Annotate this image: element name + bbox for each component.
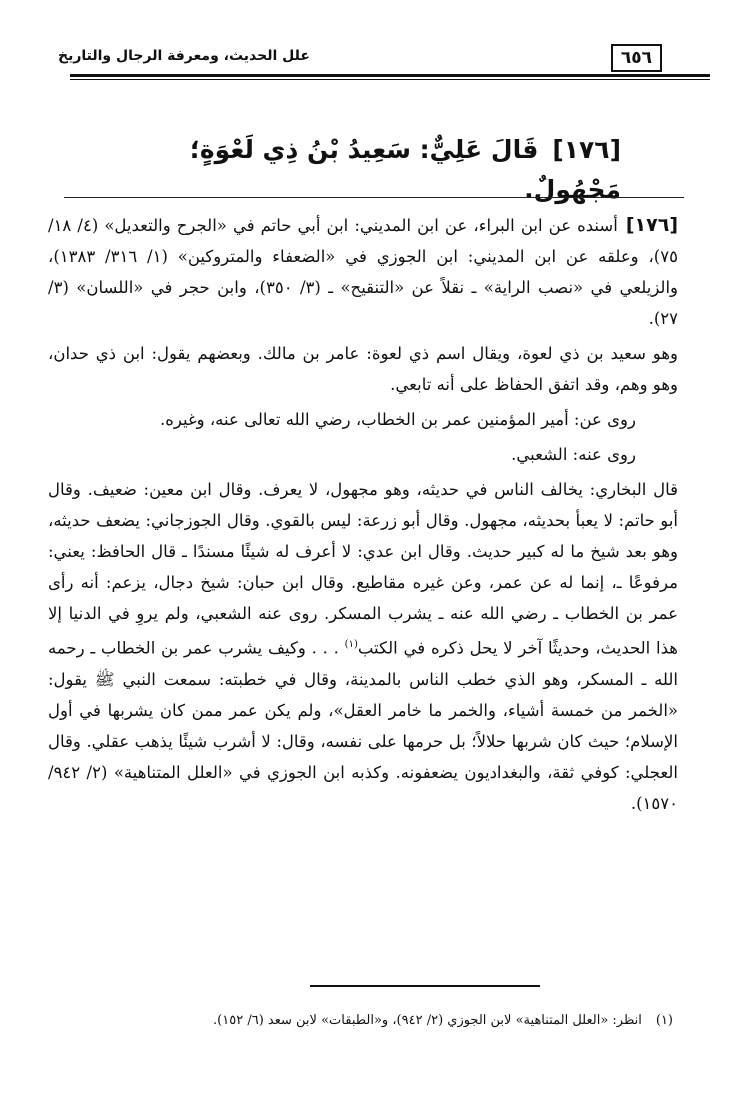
page-header xyxy=(40,38,670,76)
criticism-text-part-2: . . . وكيف يشرب عمر بن الخطاب ـ رحمه الله ـ المسكر، وهو الذي خطب الناس بالمدينة، وقال في خطبته: سمعت النبي ﷺ يقول: «الخمر من خمسة أشياء، والخمر ما خامر العقل»، ولم يكن عمر ممن كان يشربها في أول الإسلام؛ حيث كان شربها حلالاً؛ بل حرمها على نفسه، وقال: لا أشرب شيئًا يذهب عقلي. وقال العجلي: كوفي ثقة، والبغداديون يضعفونه. وكذبه ابن الجوزي في «العلل المتناهية» (٢/ ٩٤٢/ ١٥٧٠). xyxy=(48,638,678,813)
section-divider xyxy=(64,197,684,198)
criticism-paragraph xyxy=(48,474,678,819)
footnote-reference[interactable]: (١) xyxy=(344,639,358,650)
header-rule-thin xyxy=(70,79,710,80)
entry-heading-text: قَالَ عَلِيٌّ: سَعِيدُ بْنُ ذِي لَعْوَةٍ؛ مَجْهُولٌ. xyxy=(189,135,621,204)
entry-heading xyxy=(101,130,621,210)
running-title: علل الحديث، ومعرفة الرجال والتاريخ xyxy=(58,48,310,64)
narrated-by-paragraph: روى عنه: الشعبي. xyxy=(511,445,636,464)
intro-paragraph xyxy=(48,210,678,334)
intro-number: [١٧٦] xyxy=(625,214,678,236)
intro-text: أسنده عن ابن البراء، عن ابن المديني: ابن أبي حاتم في «الجرح والتعديل» (٤/ ١٨/ ٧٥)، وعلقه عن ابن المديني: ابن الجوزي في «الضعفاء والمتروكين» (١/ ٣١٦/ ١٣٨٣)، والزيلعي في «نصب الراية» ـ نقلاً عن «التنقيح» ـ (٣/ ٣٥٠)، وابن حجر في «اللسان» (٣/ ٢٧). xyxy=(48,216,679,328)
entry-number: [١٧٦] xyxy=(552,135,621,164)
header-rule xyxy=(70,74,710,77)
narrated-from-paragraph: روى عن: أمير المؤمنين عمر بن الخطاب، رضي الله تعالى عنه، وغيره. xyxy=(160,410,636,429)
commentary-body xyxy=(48,210,678,819)
footnote xyxy=(53,1010,673,1032)
footnote-marker: (١) xyxy=(655,1013,673,1028)
footnote-divider xyxy=(310,985,540,987)
identity-paragraph: وهو سعيد بن ذي لعوة، ويقال اسم ذي لعوة: عامر بن مالك. وبعضهم يقول: ابن ذي حدان، وهو وهم، وقد اتفق الحفاظ على أنه تابعي. xyxy=(48,344,678,394)
criticism-text-part-1: قال البخاري: يخالف الناس في حديثه، وهو مجهول، لا يعرف. وقال ابن معين: ضعيف. وقال أبو حاتم: لا يعبأ بحديثه، مجهول. وقال أبو زرعة: ليس بالقوي. وقال الجوزجاني: يضعف حديثه، وهو بعد شيخ ما له كبير حديث. وقال ابن عدي: لا أعرف له شيئًا مسندًا ـ قال الحافظ: يعني: مرفوعًا ـ، إنما له عن عمر، وعن غيره مقاطيع. وقال ابن حبان: شيخ دجال، يزعم: أنه رأى عمر بن الخطاب ـ رضي الله عنه ـ يشرب المسكر. روى عنه الشعبي، ولم يروِ في الدنيا إلا هذا الحديث، وحديثًا آخر لا يحل ذكره في الكتب xyxy=(48,480,678,658)
page-number: ٦٥٦ xyxy=(611,44,662,72)
footnote-text: انظر: «العلل المتناهية» لابن الجوزي (٢/ ٩٤٢)، و«الطبقات» لابن سعد (٦/ ١٥٢). xyxy=(213,1013,642,1028)
